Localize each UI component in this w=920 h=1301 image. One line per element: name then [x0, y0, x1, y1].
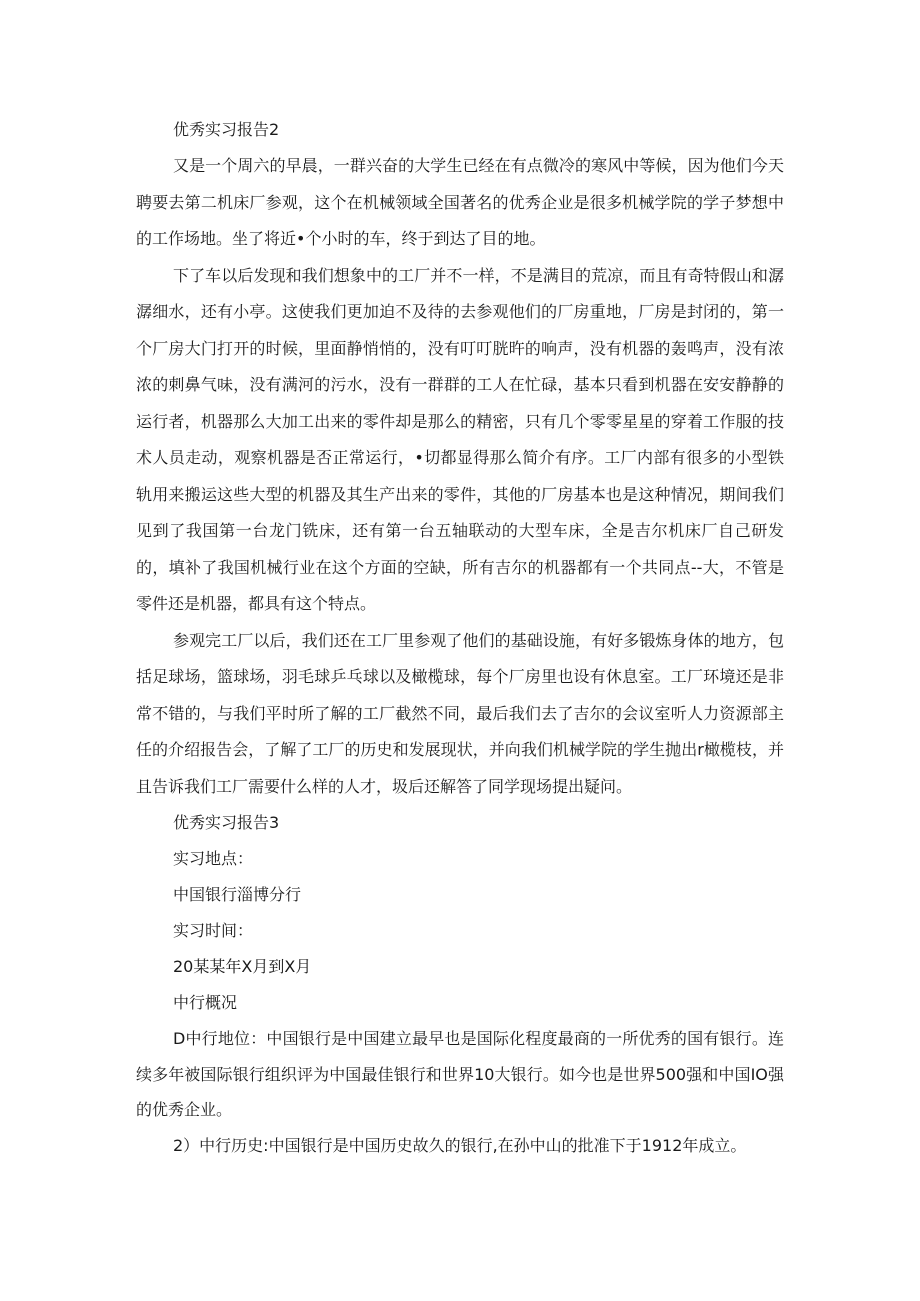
paragraph-bank-history: 2）中行历史:中国银行是中国历史故久的银行,在孙中山的批准下于1912年成立。 — [173, 1135, 747, 1155]
value-internship-location: 中国银行淄博分行 — [173, 885, 302, 904]
label-internship-time: 实习时间： — [173, 921, 254, 940]
label-bank-overview: 中行概况 — [173, 993, 238, 1012]
section-heading-report-2: 优秀实习报告2 — [173, 120, 280, 139]
paragraph-arrival: 又是一个周六的早晨，一群兴奋的大学生已经在有点微冷的寒风中等候，因为他们今天聘要去第二机床厂参观，这个在机械领域全国著名的优秀企业是很多机械学院的学子梦想中的工作场地。坐了将近•个小时的车，终于到达了目的地。 — [136, 156, 784, 248]
paragraph-factory-tour: 下了车以后发现和我们想象中的工厂并不一样，不是满目的荒凉，而且有奇特假山和潺潺细水，还有小亭。这使我们更加迫不及待的去参观他们的厂房重地，厂房是封闭的，第一个厂房大门打开的时候，里面静悄悄的，没有叮叮胱旿的响声，没有机器的轰鸣声，没有浓浓的刺鼻气味，没有满河的污水，没有一群群的工人在忙碌，基本只看到机器在安安静静的运行者，机器那么大加工出来的零件却是那么的精密，只有几个零零星星的穿着工作服的技术人员走动，观察机器是否正常运行，•切都显得那么简介有序。工厂内部有很多的小型铁轨用来搬运这些大型的机器及其生产出来的零件，其他的厂房基本也是这种情况，期间我们见到了我国第一台龙门铣床，还有第一台五轴联动的大型车床，全是吉尔机床厂自己研发的，填补了我国机械行业在这个方面的空缺，所有吉尔的机器都有一个共同点--大，不管是零件还是机器，都具有这个特点。 — [136, 265, 784, 613]
section-heading-report-3: 优秀实习报告3 — [173, 813, 280, 832]
value-internship-time: 20某某年X月到X月 — [173, 957, 312, 976]
label-internship-location: 实习地点： — [173, 849, 254, 868]
paragraph-bank-status: D中行地位：中国银行是中国建立最早也是国际化程度最商的一所优秀的国有银行。连续多年被国际银行组织评为中国最佳银行和世界10大银行。如今也是世界500强和中国IO强的优秀企业。 — [136, 1029, 784, 1119]
document-body — [136, 112, 784, 1163]
paragraph-facilities: 参观完工厂以后，我们还在工厂里参观了他们的基础设施，有好多锻炼身体的地方，包括足球场，篮球场，羽毛球乒乓球以及橄榄球，每个厂房里也设有休息室。工厂环境还是非常不错的，与我们平时所了解的工厂截然不同，最后我们去了吉尔的会议室听人力资源部主任的介绍报告会，了解了工厂的历史和发展现状，并向我们机械学院的学生抛出r橄榄枝，并且告诉我们工厂需要什么样的人才，圾后还解答了同学现场提出疑问。 — [136, 630, 784, 796]
